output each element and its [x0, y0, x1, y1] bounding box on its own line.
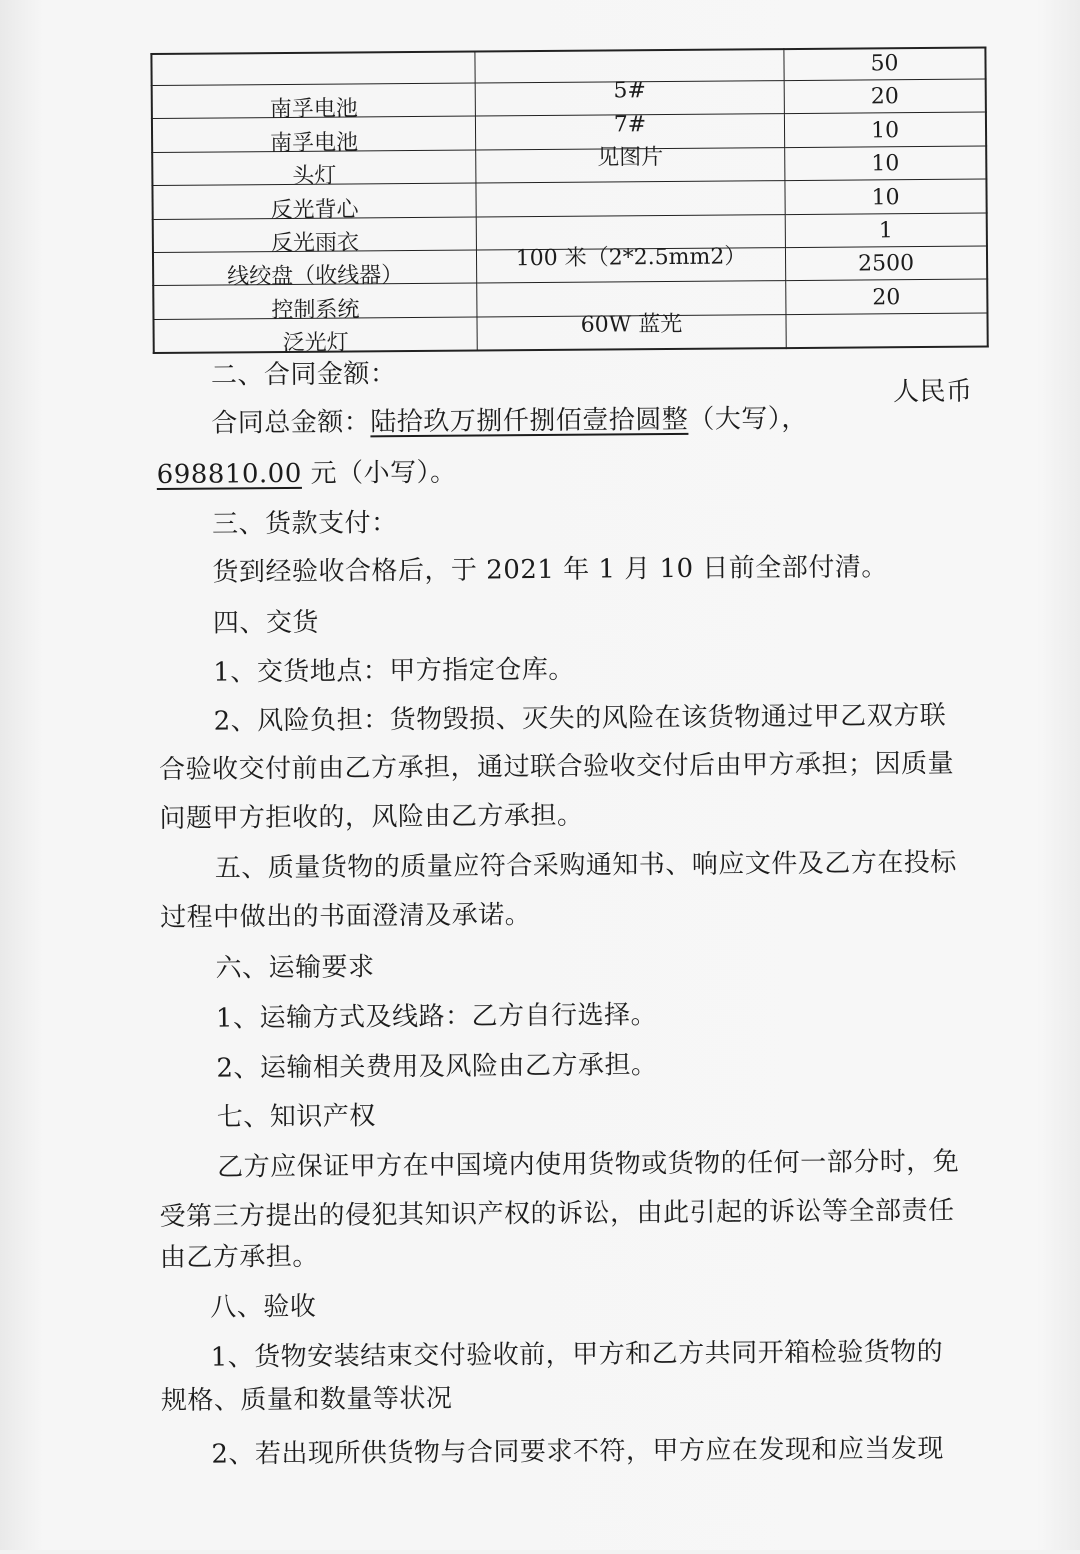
item-name-cell: 反光背心 — [152, 183, 476, 219]
total-amount-lower-note: 元（小写）。 — [301, 457, 457, 489]
item-name-cell — [151, 52, 475, 86]
section-quality-line-2: 过程中做出的书面澄清及承诺。 — [160, 900, 532, 934]
section-heading-payment: 三、货款支付： — [211, 508, 398, 540]
ip-line-1: 乙方应保证甲方在中国境内使用货物或货物的任何一部分时，免 — [217, 1146, 960, 1183]
item-name-cell: 南孚电池 — [152, 116, 476, 152]
item-spec-cell: 7# — [475, 114, 784, 150]
item-spec-cell: 60W 蓝光 — [477, 314, 786, 350]
section-quality-line-1: 五、质量货物的质量应符合采购通知书、响应文件及乙方在投标 — [214, 847, 957, 884]
delivery-item-2-line-2: 合验收交付前由乙方承担，通过联合验收交付后由甲方承担；因质量 — [158, 748, 955, 786]
section-heading-ip: 七、知识产权 — [216, 1101, 376, 1133]
item-name-cell: 南孚电池 — [152, 83, 476, 119]
acceptance-item-1-line-1: 1、货物安装结束交付验收前，甲方和乙方共同开箱检验货物的 — [210, 1336, 944, 1373]
item-qty-cell: 1 — [785, 213, 987, 248]
payment-body: 货到经验收合格后，于 2021 年 1 月 10 日前全部付清。 — [212, 552, 888, 588]
section-heading-acceptance: 八、验收 — [210, 1291, 317, 1323]
transport-item-2: 2、运输相关费用及风险由乙方承担。 — [216, 1050, 658, 1084]
item-name-cell: 控制系统 — [153, 283, 477, 319]
section-heading-transport: 六、运输要求 — [215, 952, 375, 984]
rmb-label: 人民币 — [892, 376, 973, 408]
delivery-item-2-line-1: 2、风险负担：货物毁损、灭失的风险在该货物通过甲乙双方联 — [213, 700, 947, 737]
item-name-cell: 线绞盘（收线器） — [153, 250, 477, 286]
ip-line-2: 受第三方提出的侵犯其知识产权的诉讼，由此引起的诉讼等全部责任 — [159, 1195, 955, 1233]
total-amount-upper: 陆拾玖万捌仟捌佰壹拾圆整 — [370, 404, 689, 438]
total-amount-lower-line — [157, 458, 457, 492]
item-name-cell: 头灯 — [152, 150, 476, 186]
item-name-cell: 反光雨衣 — [153, 217, 477, 253]
item-spec-cell: 100 米（2*2.5mm2） — [476, 248, 785, 284]
item-spec-cell: 见图片 — [476, 147, 785, 183]
item-spec-cell: 5# — [475, 81, 784, 117]
item-qty-cell — [786, 313, 988, 348]
item-qty-cell: 10 — [785, 146, 987, 181]
section-heading-delivery: 四、交货 — [212, 607, 320, 639]
ip-line-3: 由乙方承担。 — [159, 1241, 319, 1274]
item-qty-cell: 50 — [784, 48, 986, 81]
goods-table — [150, 46, 988, 357]
total-amount-label: 合同总金额： — [211, 407, 371, 439]
total-amount-upper-note: （大写）， — [688, 403, 808, 435]
delivery-item-2-line-3: 问题甲方拒收的，风险由乙方承担。 — [159, 800, 584, 835]
total-amount-line — [211, 404, 808, 440]
transport-item-1: 1、运输方式及线路：乙方自行选择。 — [215, 1000, 658, 1034]
total-amount-lower: 698810.00 — [156, 458, 302, 491]
section-heading-contract-amount: 二、合同金额： — [210, 359, 397, 391]
acceptance-item-1-line-2: 规格、质量和数量等状况 — [160, 1383, 453, 1417]
item-qty-cell: 10 — [785, 179, 987, 214]
item-qty-cell: 20 — [786, 279, 988, 314]
delivery-item-1: 1、交货地点：甲方指定仓库。 — [213, 654, 575, 688]
item-qty-cell: 2500 — [785, 246, 987, 281]
item-spec-cell — [476, 181, 785, 217]
item-name-cell: 泛光灯 — [153, 317, 477, 353]
acceptance-item-2-line-1: 2、若出现所供货物与合同要求不符，甲方应在发现和应当发现 — [211, 1433, 945, 1470]
item-qty-cell: 20 — [784, 79, 986, 114]
item-spec-cell — [477, 281, 786, 317]
item-qty-cell: 10 — [784, 112, 986, 147]
